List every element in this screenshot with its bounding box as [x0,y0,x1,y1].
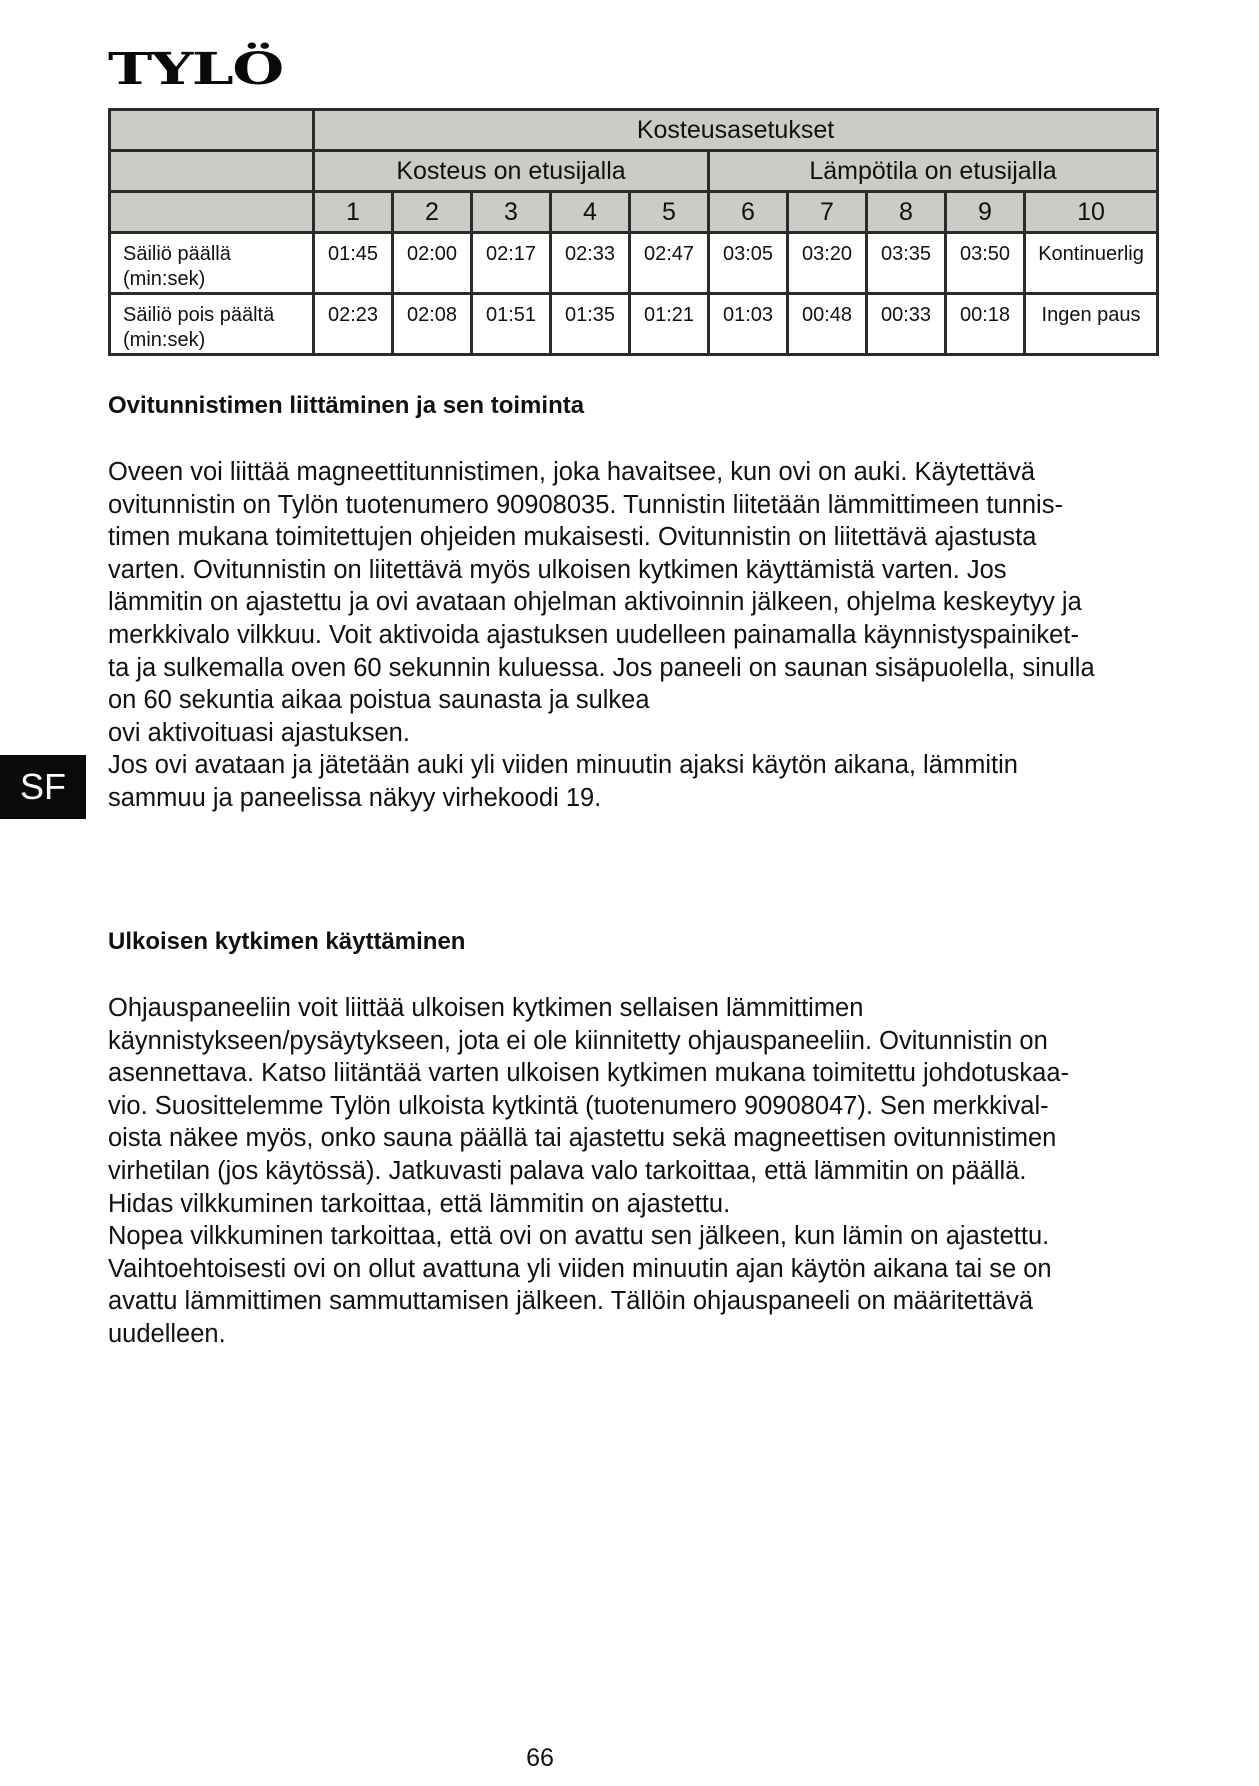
text-line: vio. Suosittelemme Tylön ulkoista kytkintä (tuotenumero 90908047). Sen merkkival- [108,1091,1049,1120]
table-group-row [110,151,1158,192]
header-corner-cell [110,110,314,151]
table-levels-row [110,192,1158,233]
value-cell: 03:50 [946,233,1025,294]
text-line: Hidas vilkkuminen tarkoittaa, että lämmitin on ajastettu. [108,1189,731,1218]
value-cell: 01:21 [630,294,709,355]
row-label-line: Säiliö päällä [123,243,231,265]
table-header-row [110,110,1158,151]
text-line: avattu lämmittimen sammuttamisen jälkeen. Tällöin ohjauspaneeli on määritettävä [108,1287,1034,1316]
level-cell: 8 [867,192,946,233]
page-number: 66 [526,1744,554,1772]
value-cell: 02:08 [393,294,472,355]
door-sensor-paragraph [108,456,1168,815]
value-cell: 03:35 [867,233,946,294]
row-label-line: Säiliö pois päältä [123,304,275,326]
value-cell: 02:17 [472,233,551,294]
table-row [110,233,1158,294]
level-cell: 3 [472,192,551,233]
value-cell: 00:33 [867,294,946,355]
text-line: Vaihtoehtoisesti ovi on ollut avattuna yli viiden minuutin ajan käytön aikana tai se on [108,1254,1052,1283]
level-cell: 1 [314,192,393,233]
table-title: Kosteusasetukset [314,110,1158,151]
text-line: ovi aktivoituasi ajastuksen. [108,718,410,747]
group-humidity-priority: Kosteus on etusijalla [314,151,709,192]
text-line: Ohjauspaneeliin voit liittää ulkoisen kytkimen sellaisen lämmittimen [108,994,864,1022]
text-line: on 60 sekuntia aikaa poistua saunasta ja sulkea [108,686,650,715]
text-line: uudelleen. [108,1319,226,1348]
table-row [110,294,1158,355]
text-line: Jos ovi avataan ja jätetään auki yli viiden minuutin ajaksi käytön aikana, lämmitin [108,751,1018,780]
text-line: käynnistykseen/pysäytykseen, jota ei ole kiinnitetty ohjauspaneeliin. Ovitunnistin on [108,1026,1048,1055]
value-cell: Ingen paus [1025,294,1158,355]
text-line: sammuu ja paneelissa näkyy virhekoodi 19. [108,783,602,812]
text-line: lämmitin on ajastettu ja ovi avataan ohjelman aktivoinnin jälkeen, ohjelma keskeytyy ja [108,588,1082,617]
row-label-unit: (min:sek) [123,268,206,290]
text-line: Nopea vilkkuminen tarkoittaa, että ovi on avattu sen jälkeen, kun lämin on ajastettu. [108,1222,1050,1251]
text-line: merkkivalo vilkkuu. Voit aktivoida ajastuksen uudelleen painamalla käynnistyspainiket- [108,620,1079,649]
section-heading-door-sensor: Ovitunnistimen liittäminen ja sen toiminta [108,392,585,419]
level-cell: 10 [1025,192,1158,233]
level-cell: 9 [946,192,1025,233]
language-tab: SF [0,755,86,819]
value-cell: 01:45 [314,233,393,294]
text-line: Oveen voi liittää magneettitunnistimen, joka havaitsee, kun ovi on auki. Käytettävä [108,458,1036,486]
text-line: asennettava. Katso liitäntää varten ulkoisen kytkimen mukana toimitettu johdotuskaa- [108,1059,1070,1088]
humidity-settings-table [108,108,1159,356]
text-line: varten. Ovitunnistin on liitettävä myös ulkoisen kytkimen käyttämistä varten. Jos [108,555,1007,584]
row-label [110,233,314,294]
text-line: timen mukana toimitettujen ohjeiden mukaisesti. Ovitunnistin on liitettävä ajastusta [108,523,1037,552]
value-cell: 03:05 [709,233,788,294]
header-corner-cell [110,151,314,192]
value-cell: 00:48 [788,294,867,355]
level-cell: 5 [630,192,709,233]
row-label-unit: (min:sek) [123,329,206,351]
value-cell: 02:00 [393,233,472,294]
value-cell: 01:35 [551,294,630,355]
text-line: virhetilan (jos käytössä). Jatkuvasti palava valo tarkoittaa, että lämmitin on päällä. [108,1156,1027,1185]
value-cell: 00:18 [946,294,1025,355]
value-cell: 03:20 [788,233,867,294]
row-label [110,294,314,355]
level-cell: 4 [551,192,630,233]
value-cell: 02:23 [314,294,393,355]
level-cell: 2 [393,192,472,233]
value-cell: 02:47 [630,233,709,294]
value-cell: Kontinuerlig [1025,233,1158,294]
external-switch-paragraph [108,992,1168,1351]
value-cell: 02:33 [551,233,630,294]
text-line: ovitunnistin on Tylön tuotenumero 90908035. Tunnistin liitetään lämmittimeen tunnis- [108,490,1063,519]
group-temperature-priority: Lämpötila on etusijalla [709,151,1158,192]
text-line: oista näkee myös, onko sauna päällä tai ajastettu sekä magneettisen ovitunnistimen [108,1124,1057,1153]
header-corner-cell [110,192,314,233]
section-heading-external-switch: Ulkoisen kytkimen käyttäminen [108,928,466,955]
level-cell: 6 [709,192,788,233]
value-cell: 01:51 [472,294,551,355]
tylo-logo: TYLÖ [108,44,283,95]
level-cell: 7 [788,192,867,233]
text-line: ta ja sulkemalla oven 60 sekunnin kuluessa. Jos paneeli on saunan sisäpuolella, sinulla [108,653,1095,682]
value-cell: 01:03 [709,294,788,355]
